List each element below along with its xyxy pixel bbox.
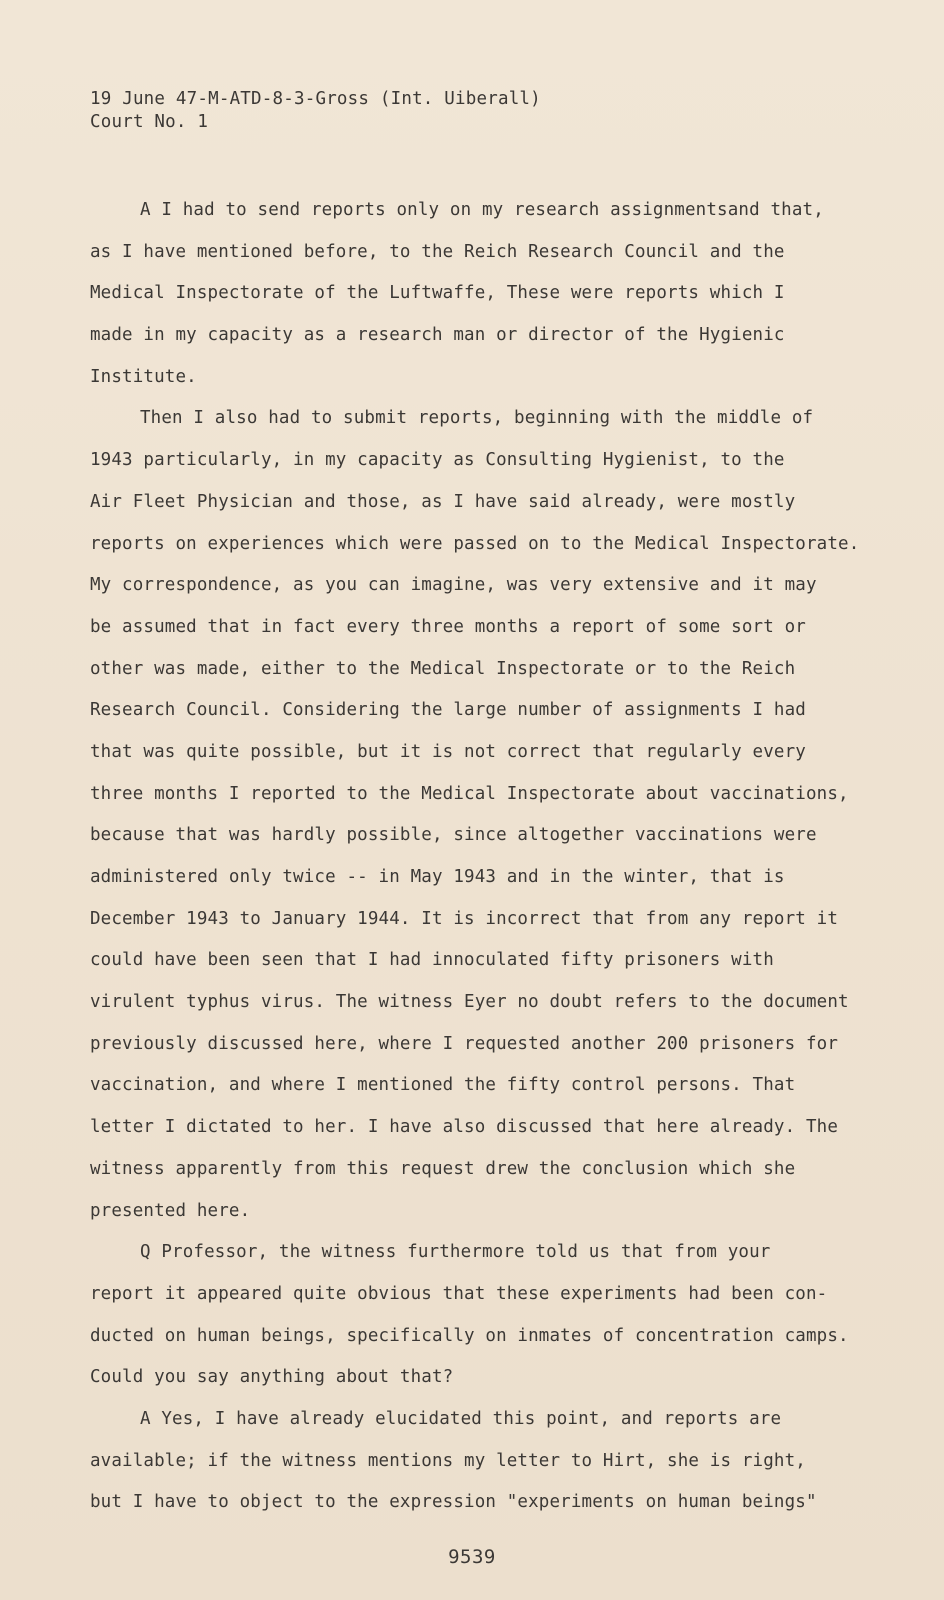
transcript-line: that was quite possible, but it is not correct that regularly every	[90, 741, 806, 762]
header-court-line: Court No. 1	[90, 112, 209, 132]
transcript-line: report it appeared quite obvious that these experiments had been con-	[90, 1283, 828, 1304]
transcript-line: vaccination, and where I mentioned the fifty control persons. That	[90, 1075, 796, 1096]
transcript-line: Medical Inspectorate of the Luftwaffe, These were reports which I	[90, 283, 785, 304]
transcript-line: witness apparently from this request drew the conclusion which she	[90, 1158, 796, 1179]
header-case-line: 19 June 47-M-ATD-8-3-Gross (Int. Uiberall)	[90, 89, 541, 109]
transcript-line: Institute.	[90, 366, 197, 387]
transcript-line: but I have to object to the expression "experiments on human beings"	[90, 1492, 817, 1513]
transcript-line: could have been seen that I had innoculated fifty prisoners with	[90, 950, 774, 971]
transcript-line: as I have mentioned before, to the Reich Research Council and the	[90, 241, 785, 262]
transcript-line: be assumed that in fact every three months a report of some sort or	[90, 616, 806, 637]
transcript-line: reports on experiences which were passed on to the Medical Inspectorate.	[90, 533, 860, 554]
transcript-line: Research Council. Considering the large number of assignments I had	[90, 700, 806, 721]
transcript-line: Q Professor, the witness furthermore told us that from your	[140, 1242, 771, 1263]
transcript-line: available; if the witness mentions my letter to Hirt, she is right,	[90, 1450, 806, 1471]
transcript-line: A I had to send reports only on my research assignmentsand that,	[140, 200, 824, 220]
transcript-line: 1943 particularly, in my capacity as Consulting Hygienist, to the	[90, 450, 785, 471]
transcript-line: A Yes, I have already elucidated this point, and reports are	[140, 1408, 782, 1429]
transcript-line: administered only twice -- in May 1943 and in the winter, that is	[90, 867, 785, 887]
transcript-line: December 1943 to January 1944. It is incorrect that from any report it	[90, 908, 839, 929]
transcript-line: My correspondence, as you can imagine, was very extensive and it may	[90, 575, 817, 596]
transcript-line: virulent typhus virus. The witness Eyer no doubt refers to the document	[90, 992, 849, 1013]
transcript-line: presented here.	[90, 1200, 251, 1221]
transcript-body	[90, 190, 930, 1524]
transcript-line: three months I reported to the Medical Inspectorate about vaccinations,	[90, 783, 849, 804]
transcript-line: Then I also had to submit reports, beginning with the middle of	[140, 408, 814, 429]
transcript-line: Could you say anything about that?	[90, 1367, 454, 1388]
transcript-line: ducted on human beings, specifically on inmates of concentration camps.	[90, 1325, 849, 1346]
transcript-line: previously discussed here, where I requested another 200 prisoners for	[90, 1033, 839, 1054]
transcript-line: Air Fleet Physician and those, as I have said already, were mostly	[90, 491, 796, 512]
transcript-line: made in my capacity as a research man or director of the Hygienic	[90, 325, 785, 346]
transcript-line: because that was hardly possible, since altogether vaccinations were	[90, 825, 817, 846]
page-number: 9539	[448, 1546, 496, 1568]
transcript-line: other was made, either to the Medical Inspectorate or to the Reich	[90, 658, 796, 679]
document-header	[90, 88, 541, 134]
transcript-line: letter I dictated to her. I have also discussed that here already. The	[90, 1117, 839, 1138]
